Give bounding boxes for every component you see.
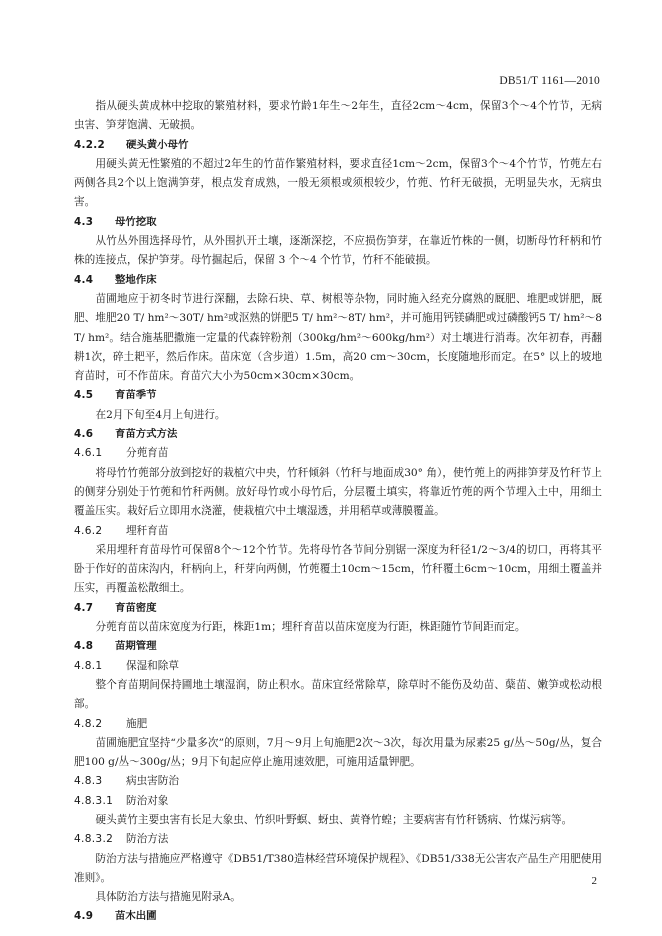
section-title: 育苗季节 [115,389,157,402]
subsection-title: 施肥 [126,717,148,730]
section-title: 硬头黄小母竹 [126,138,189,151]
subsection-heading [74,772,602,791]
section-number: 4.3 [74,215,94,228]
section-heading [74,907,602,926]
subsection-heading [74,444,602,463]
subsection-number: 4.8.3 [74,775,103,788]
section-heading [74,213,602,232]
section-number: 4.5 [74,389,94,402]
section-heading [74,271,602,290]
section-title: 苗期管理 [115,640,157,653]
section-title: 育苗密度 [115,601,157,614]
subsection-number: 4.8.2 [74,717,103,730]
section-title: 母竹挖取 [115,215,157,228]
subsection-number: 4.8.3.1 [74,794,114,807]
section-number: 4.8 [74,640,94,653]
section-heading [74,425,602,444]
subsection-number: 4.8.3.2 [74,833,114,846]
document-body [74,97,602,927]
subsection-heading [74,657,602,676]
section-title: 整地作床 [115,273,157,286]
paragraph: 从竹丛外围选择母竹，从外围扒开土壤，逐渐深挖，不应损伤笋芽，在靠近竹株的一侧，切断母竹秆柄和竹株的连接点，保护笋芽。母竹掘起后，保留 3 个～4 个竹节，竹秆不能破损。 [74,235,602,267]
subsection-title: 防治方法 [126,833,169,846]
section-title: 苗木出圃 [115,910,157,923]
subsection-heading [74,522,602,541]
standard-number: DB51/T 1161—2010 [499,75,600,87]
subsection-title: 埋秆育苗 [126,524,169,537]
paragraph: 硬头黄竹主要虫害有长足大象虫、竹织叶野螟、蚜虫、黄脊竹蝗；主要病害有竹秆锈病、竹煤污病等。 [95,813,573,826]
subsection-number: 4.8.1 [74,659,103,672]
section-number: 4.4 [74,273,94,286]
section-heading [74,136,602,155]
subsection-number: 4.6.2 [74,524,103,537]
section-heading [74,386,602,405]
paragraph: 将母竹竹蔸部分放到挖好的栽植穴中央，竹秆倾斜（竹秆与地面成30° 角），使竹蔸上的两排笋芽及竹秆节上的侧芽分别处于竹蔸和竹秆两侧。放好母竹或小母竹后，分层覆土填实，将靠近竹蔸的两个节埋入土中，用细土覆盖压实。栽好后立即用水浇灌，使栽植穴中土壤湿透，并用稻草或薄膜覆盖。 [74,466,602,518]
subsection-heading [74,715,602,734]
section-heading [74,599,602,618]
paragraph: 苗圃施肥宜坚持“少量多次”的原则，7月～9月上旬施肥2次～3次，每次用量为尿素25 g/丛～50g/丛，复合肥100 g/丛～300g/丛；9月下旬起应停止施用速效肥，可施用适量钾肥。 [74,736,602,769]
paragraph: 防治方法与措施应严格遵守《DB51/T380造林经营环境保护规程》、《DB51/338无公害农产品生产用肥使用准则》。 [74,852,602,884]
subsection-title: 保湿和除草 [126,659,179,672]
page-number: 2 [591,875,597,887]
paragraph: 整个育苗期间保持圃地土壤湿润，防止积水。苗床宜经常除草，除草时不能伤及幼苗、蘖苗、嫩笋或松动根部。 [74,678,602,711]
paragraph: 具体防治方法与措施见附录A。 [95,891,241,904]
subsection-title: 病虫害防治 [126,775,179,788]
section-number: 4.7 [74,601,94,614]
subsection-heading [74,830,602,849]
subsection-title: 分蔸育苗 [126,447,169,460]
paragraph: 采用埋秆育苗母竹可保留8个～12个竹节。先将母竹各节间分别锯一深度为秆径1/2～3/4的切口，再将其平卧于作好的苗床沟内，秆柄向上，秆芽向两侧，竹蔸覆土10cm～15cm，竹秆覆土6cm～10cm，用细土覆盖并压实，再覆盖松散细土。 [74,543,602,595]
paragraph: 指从硬头黄成林中挖取的繁殖材料，要求竹龄1年生～2年生，直径2cm～4cm，保留3个～4个竹节，无病虫害、笋芽饱满、无破损。 [74,100,602,132]
section-number: 4.2.2 [74,138,106,151]
subsection-number: 4.6.1 [74,447,103,460]
paragraph: 在2月下旬至4月上旬进行。 [95,408,226,421]
subsection-title: 防治对象 [126,794,169,807]
paragraph: 分蔸育苗以苗床宽度为行距，株距1m；埋秆育苗以苗床宽度为行距，株距随竹节间距而定。 [95,621,526,634]
subsection-heading [74,792,602,811]
section-number: 4.9 [74,910,94,923]
paragraph: 用硬头黄无性繁殖的不超过2年生的竹苗作繁殖材料，要求直径1cm～2cm，保留3个～4个竹节，竹蔸左右两侧各具2个以上饱满笋芽，根点发育成熟，一般无须根或须根较少，竹蔸、竹秆无破损，无明显失水，无病虫害。 [74,157,602,209]
paragraph: 苗圃地应于初冬时节进行深翻，去除石块、草、树根等杂物，同时施入经充分腐熟的厩肥、堆肥或饼肥，厩肥、堆肥20 T/ hm²～30T/ hm²或沤熟的饼肥5 T/ hm²～8T/ hm²，并可施用钙镁磷肥或过磷酸钙5 T/ hm²～8T/ hm²。结合施基肥撒施一定量的代森锌粉剂（300kg/hm²～600kg/hm²）对土壤进行消毒。次年初春，再翻耕1次，碎土耙平，然后作床。苗床宽（含步道）1.5m，高20 cm～30cm，长度随地形而定。在5° 以上的坡地育苗时，可不作苗床。育苗穴大小为50cm×30cm×30cm。 [74,292,602,383]
section-heading [74,637,602,656]
section-number: 4.6 [74,428,94,441]
section-title: 育苗方式方法 [115,428,178,441]
